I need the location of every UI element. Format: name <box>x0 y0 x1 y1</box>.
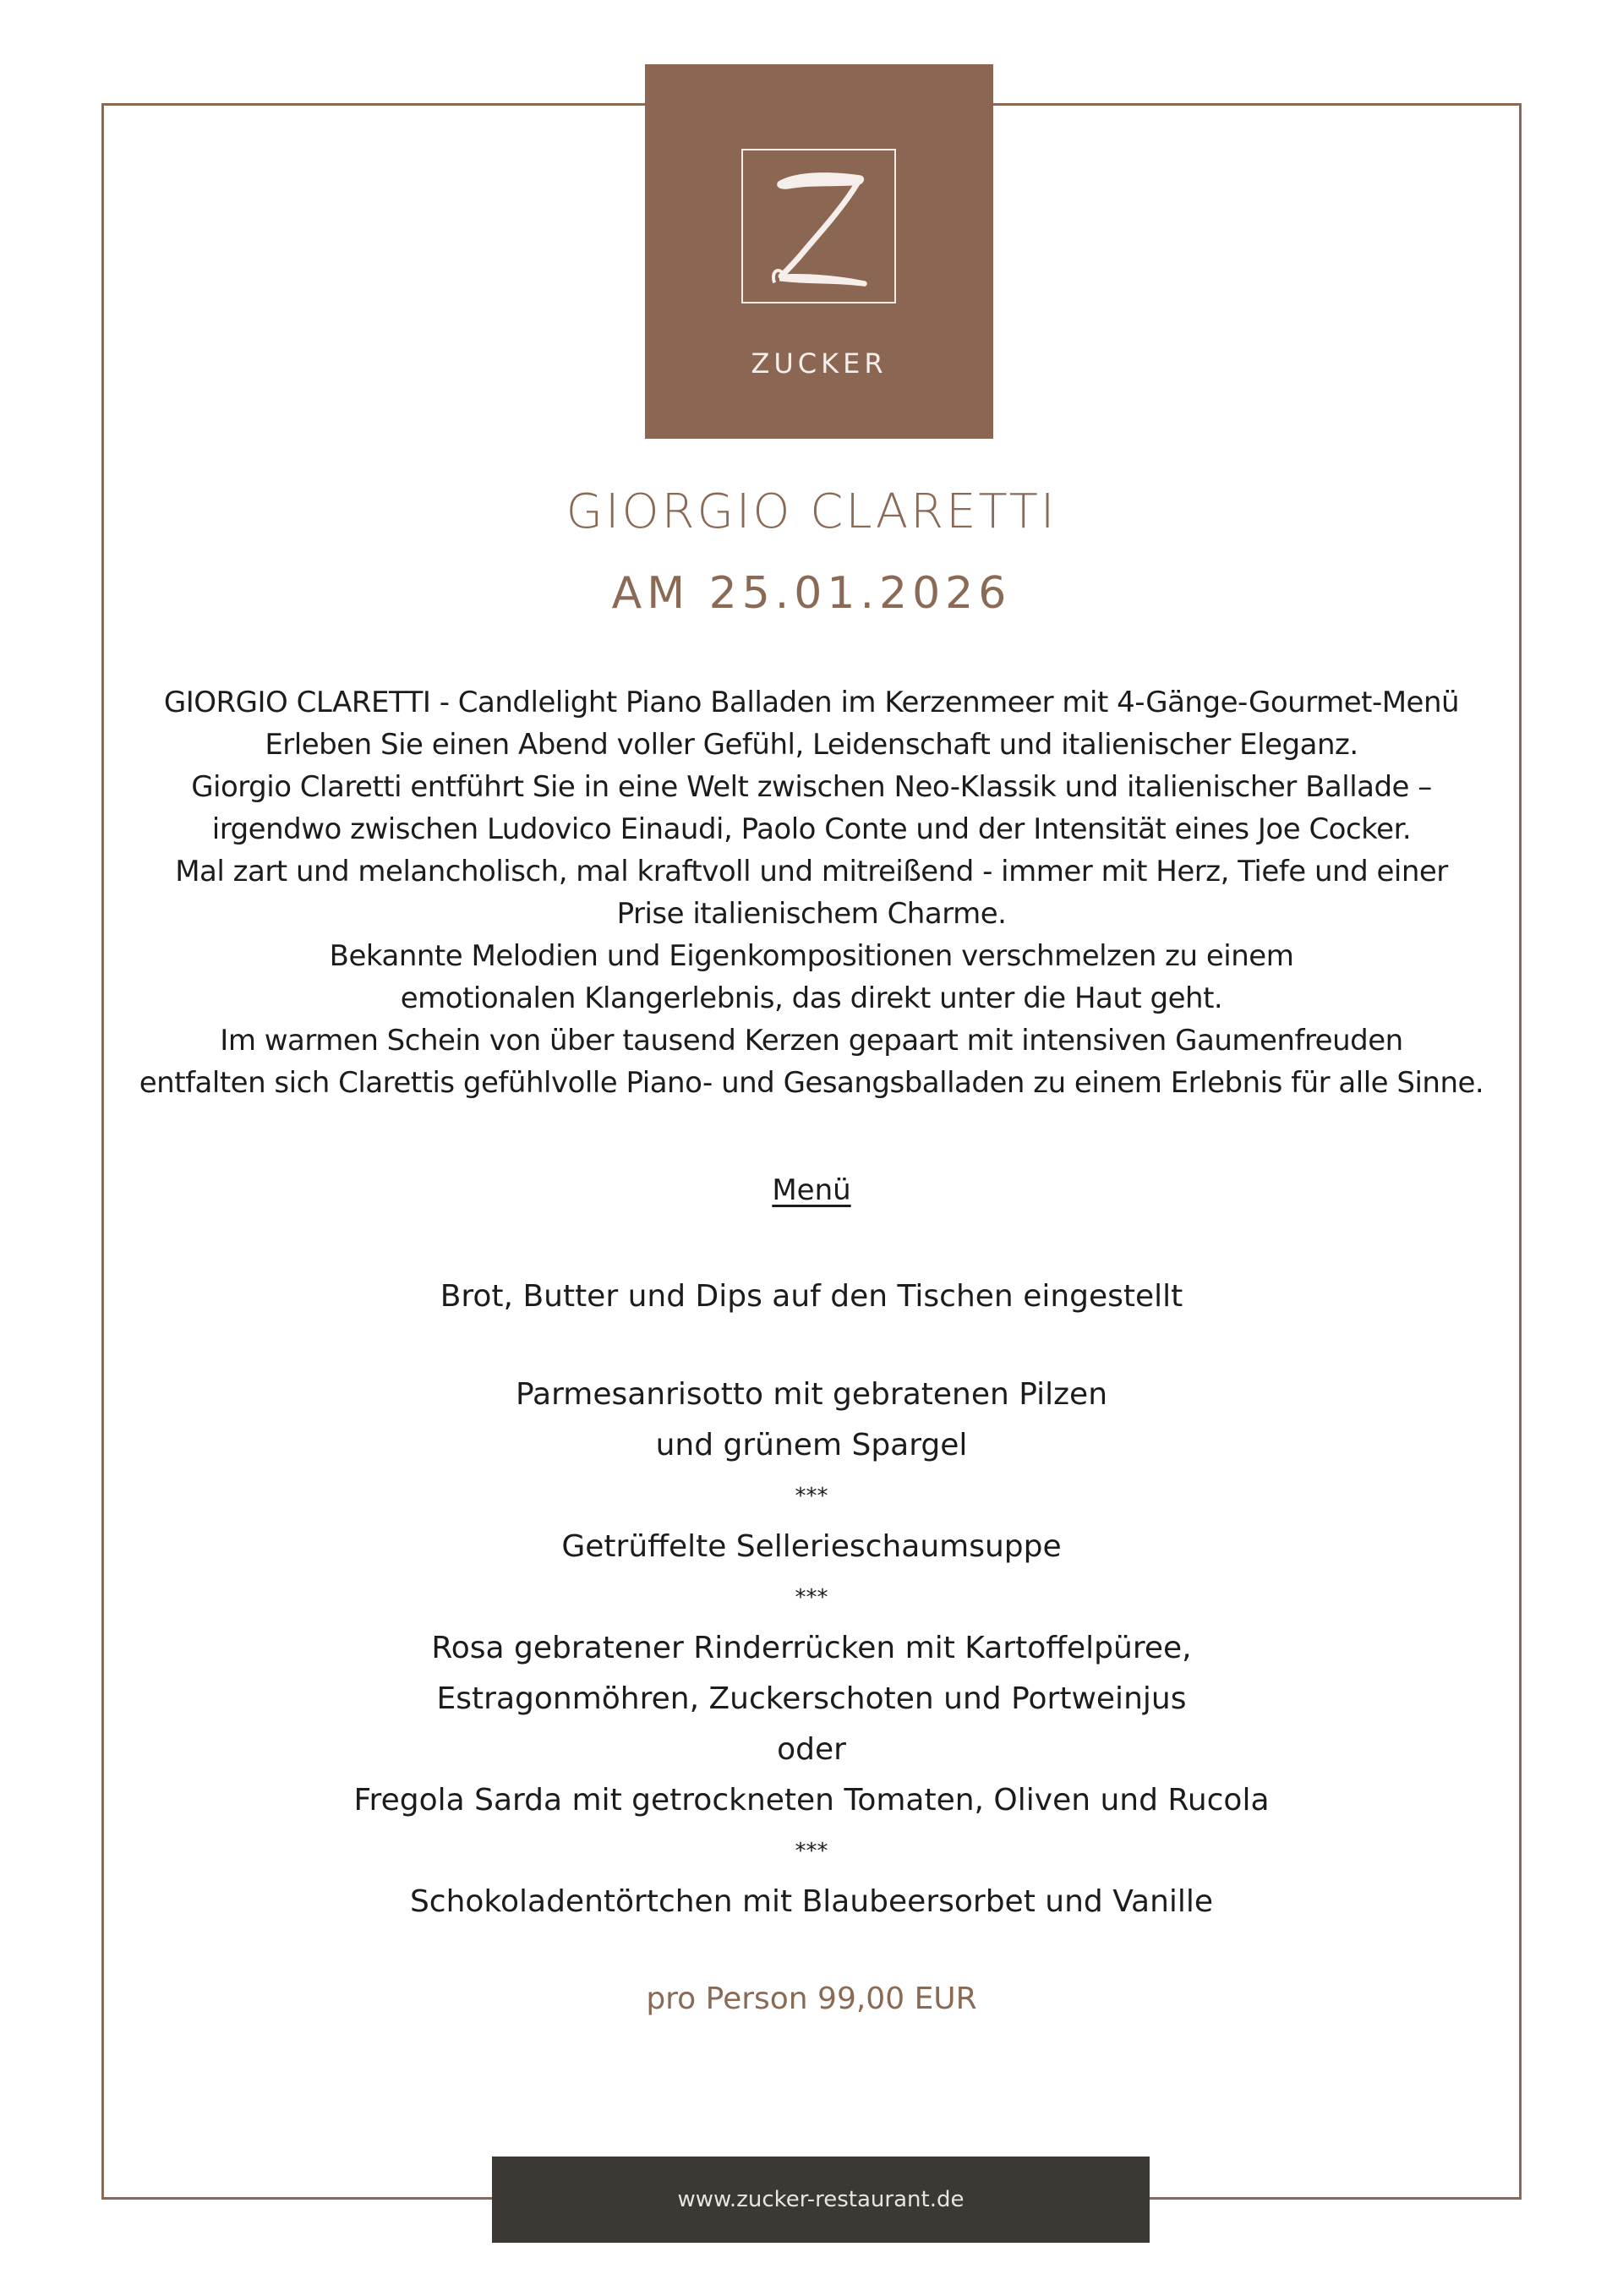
menu-course-3-line-1: Rosa gebratener Rinderrücken mit Kartoffelpüree, <box>431 1631 1192 1665</box>
intro-line: Erleben Sie einen Abend voller Gefühl, Leidenschaft und italienischer Eleganz. <box>265 728 1358 762</box>
menu-course-1-line-2: und grünem Spargel <box>655 1428 968 1462</box>
intro-line: GIORGIO CLARETTI - Candlelight Piano Balladen im Kerzenmeer mit 4-Gänge-Gourmet-Menü <box>163 686 1460 719</box>
menu-alternative: oder <box>777 1732 846 1767</box>
intro-line: entfalten sich Clarettis gefühlvolle Piano- und Gesangsballaden zu einem Erlebnis für alle Sinne. <box>139 1066 1484 1100</box>
menu-gap <box>101 1322 1522 1369</box>
website-link[interactable]: www.zucker-restaurant.de <box>677 2187 965 2212</box>
menu-separator: *** <box>795 1585 828 1610</box>
intro-line: Mal zart und melancholisch, mal kraftvoll und mitreißend - immer mit Herz, Tiefe und einer <box>175 855 1448 888</box>
menu-bread: Brot, Butter und Dips auf den Tischen eingestellt <box>440 1279 1183 1314</box>
menu-course-1-line-1: Parmesanrisotto mit gebratenen Pilzen <box>515 1377 1108 1412</box>
event-description <box>100 681 1523 1104</box>
logo-z-emblem <box>741 149 896 303</box>
intro-line: irgendwo zwischen Ludovico Einaudi, Paolo Conte und der Intensität eines Joe Cocker. <box>211 812 1412 846</box>
intro-line: Giorgio Claretti entführt Sie in eine Welt zwischen Neo-Klassik und italienischer Ballade – <box>191 770 1432 804</box>
intro-line: Prise italienischem Charme. <box>616 897 1007 931</box>
menu-course-3-alt: Fregola Sarda mit getrockneten Tomaten, Oliven und Rucola <box>353 1783 1270 1818</box>
menu-heading-text: Menü <box>772 1173 851 1207</box>
menu-course-2: Getrüffelte Sellerieschaumsuppe <box>561 1529 1062 1564</box>
intro-line: emotionalen Klangerlebnis, das direkt unter die Haut geht. <box>400 981 1223 1015</box>
price: pro Person 99,00 EUR <box>646 1982 977 2016</box>
z-brush-icon <box>743 150 894 302</box>
logo-wordmark: ZUCKER <box>751 347 888 380</box>
menu-separator: *** <box>795 1839 828 1864</box>
logo <box>645 64 993 439</box>
event-title: GIORGIO CLARETTI <box>566 484 1057 539</box>
menu-heading <box>101 1172 1522 1209</box>
event-date: AM 25.01.2026 <box>611 568 1012 619</box>
intro-line: Im warmen Schein von über tausend Kerzen gepaart mit intensiven Gaumenfreuden <box>220 1024 1403 1058</box>
menu-list <box>101 1271 1522 1927</box>
menu-dessert: Schokoladentörtchen mit Blaubeersorbet und Vanille <box>409 1884 1214 1919</box>
menu-course-3-line-2: Estragonmöhren, Zuckerschoten und Portweinjus <box>436 1681 1187 1716</box>
footer-bar <box>492 2157 1150 2243</box>
intro-line: Bekannte Melodien und Eigenkompositionen verschmelzen zu einem <box>329 939 1294 973</box>
menu-separator: *** <box>795 1484 828 1509</box>
